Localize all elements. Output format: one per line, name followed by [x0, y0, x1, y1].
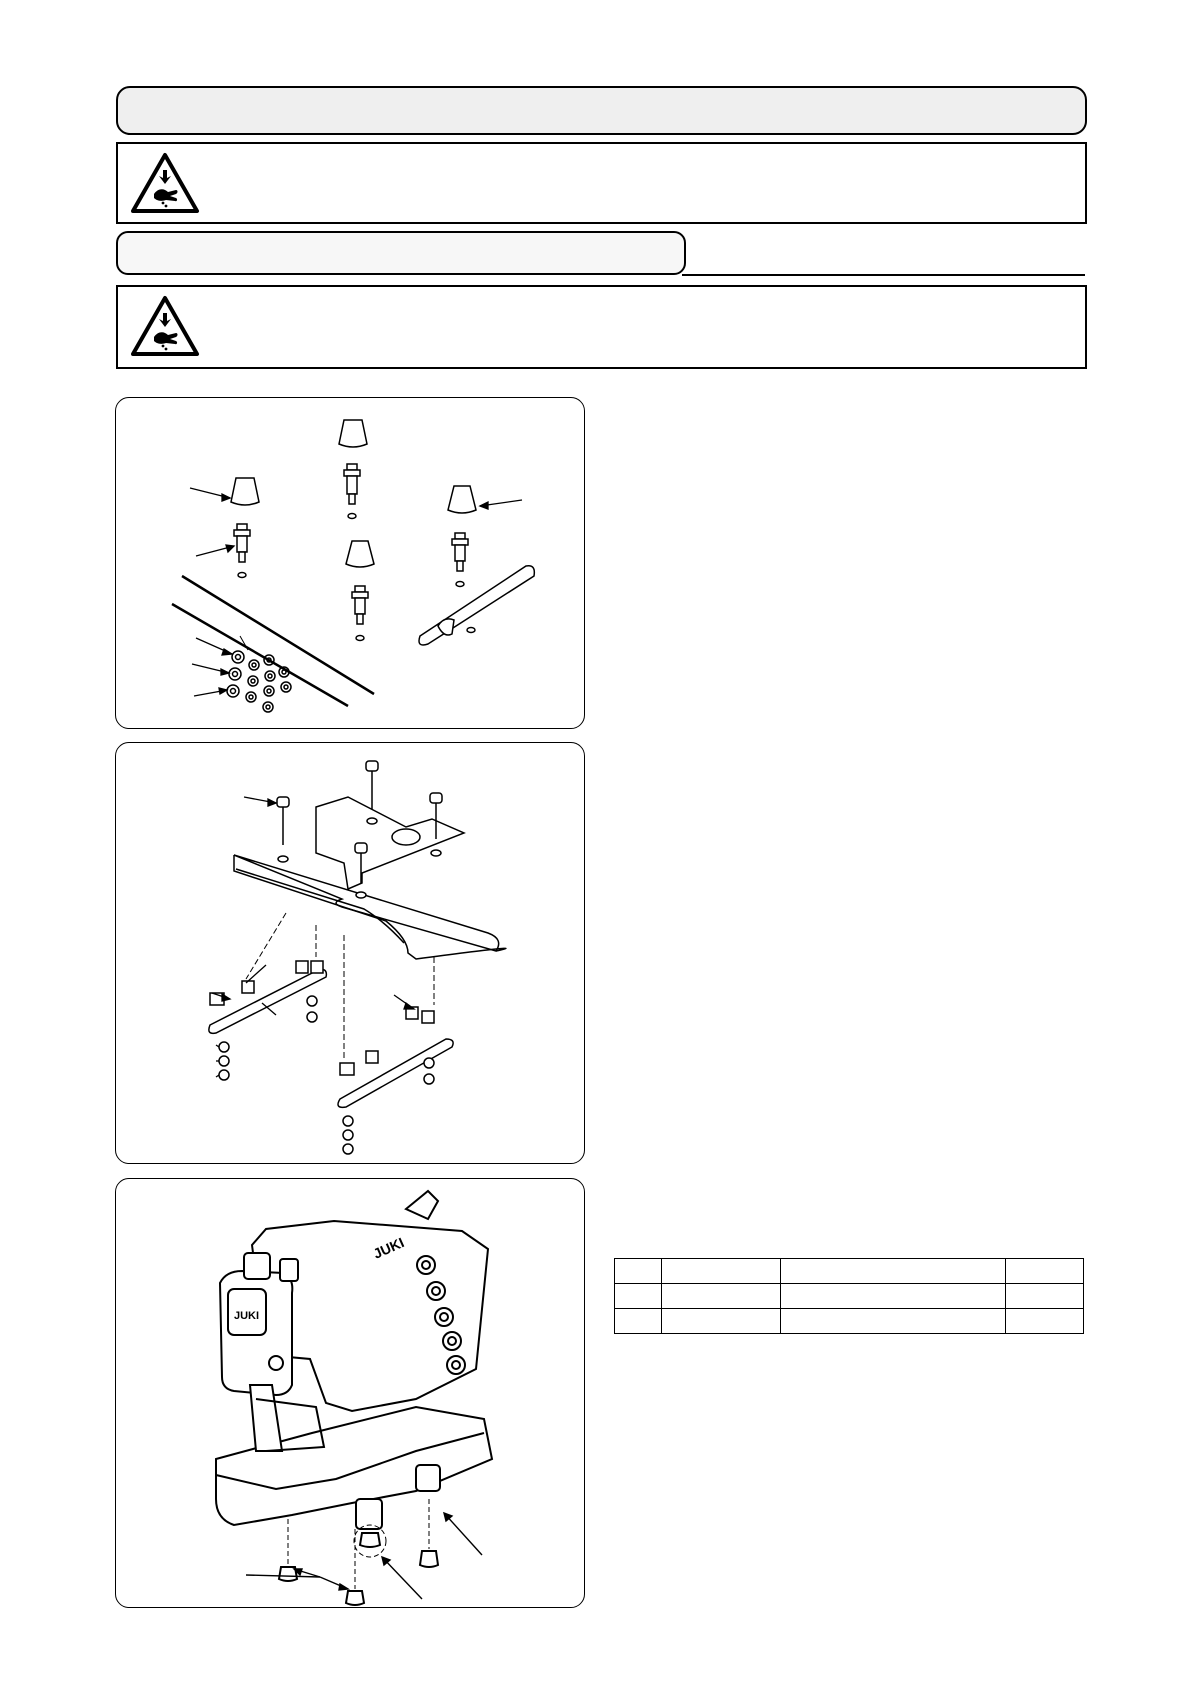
bolts-brackets-illustration: [116, 743, 584, 1163]
table-row: [615, 1309, 1084, 1334]
table-opening: [316, 797, 464, 889]
table-cell: [781, 1284, 1006, 1309]
rubber-foot: [360, 1533, 380, 1547]
table-edge: [182, 576, 374, 694]
bracket-plate: [419, 566, 534, 645]
figure-machine-head-rubber-feet: [115, 1178, 585, 1608]
spec-table: [614, 1258, 1084, 1334]
mounting-pin: [344, 464, 360, 519]
brand-logo: JUKI: [234, 1310, 260, 1322]
table-cell: [662, 1284, 781, 1309]
rubber-foot: [346, 1591, 364, 1605]
nut-cluster: [227, 651, 291, 712]
rubber-foot: [420, 1551, 438, 1567]
table-cell: [662, 1309, 781, 1334]
machine-head-illustration: [116, 1179, 584, 1607]
table-cell: [1006, 1259, 1084, 1284]
hand-pinch-warning-icon: [130, 152, 200, 214]
table-cell: [781, 1309, 1006, 1334]
brand-logo: JUKI: [370, 1234, 407, 1262]
rubber-cone: [231, 478, 259, 505]
table-row: [615, 1259, 1084, 1284]
figure-table-cones-and-pins: [115, 397, 585, 729]
table-cell: [615, 1284, 662, 1309]
table-cell: [662, 1259, 781, 1284]
hand-pinch-warning-icon: [130, 295, 200, 357]
table-cell: [1006, 1309, 1084, 1334]
table-row: [615, 1284, 1084, 1309]
subsection-title-bar: [116, 231, 686, 275]
figure-table-mounting-bolts-and-brackets: [115, 742, 585, 1164]
rubber-cone: [346, 541, 374, 567]
rubber-cone: [448, 486, 476, 513]
table-cell: [1006, 1284, 1084, 1309]
mounting-pin: [452, 533, 468, 587]
subsection-rule: [682, 274, 1085, 276]
mounting-pin: [234, 524, 250, 578]
bracket-right: [338, 1039, 453, 1107]
table-cell: [615, 1259, 662, 1284]
table-cell: [615, 1309, 662, 1334]
rubber-cone: [339, 420, 367, 447]
table-cell: [781, 1259, 1006, 1284]
mounting-bolt: [277, 797, 289, 862]
section-title-bar: [116, 86, 1087, 135]
mounting-pin: [352, 586, 368, 641]
table-edge: [172, 604, 348, 706]
cones-pins-illustration: [116, 398, 584, 728]
warning-box-2: [116, 285, 1087, 369]
warning-box-1: [116, 142, 1087, 224]
